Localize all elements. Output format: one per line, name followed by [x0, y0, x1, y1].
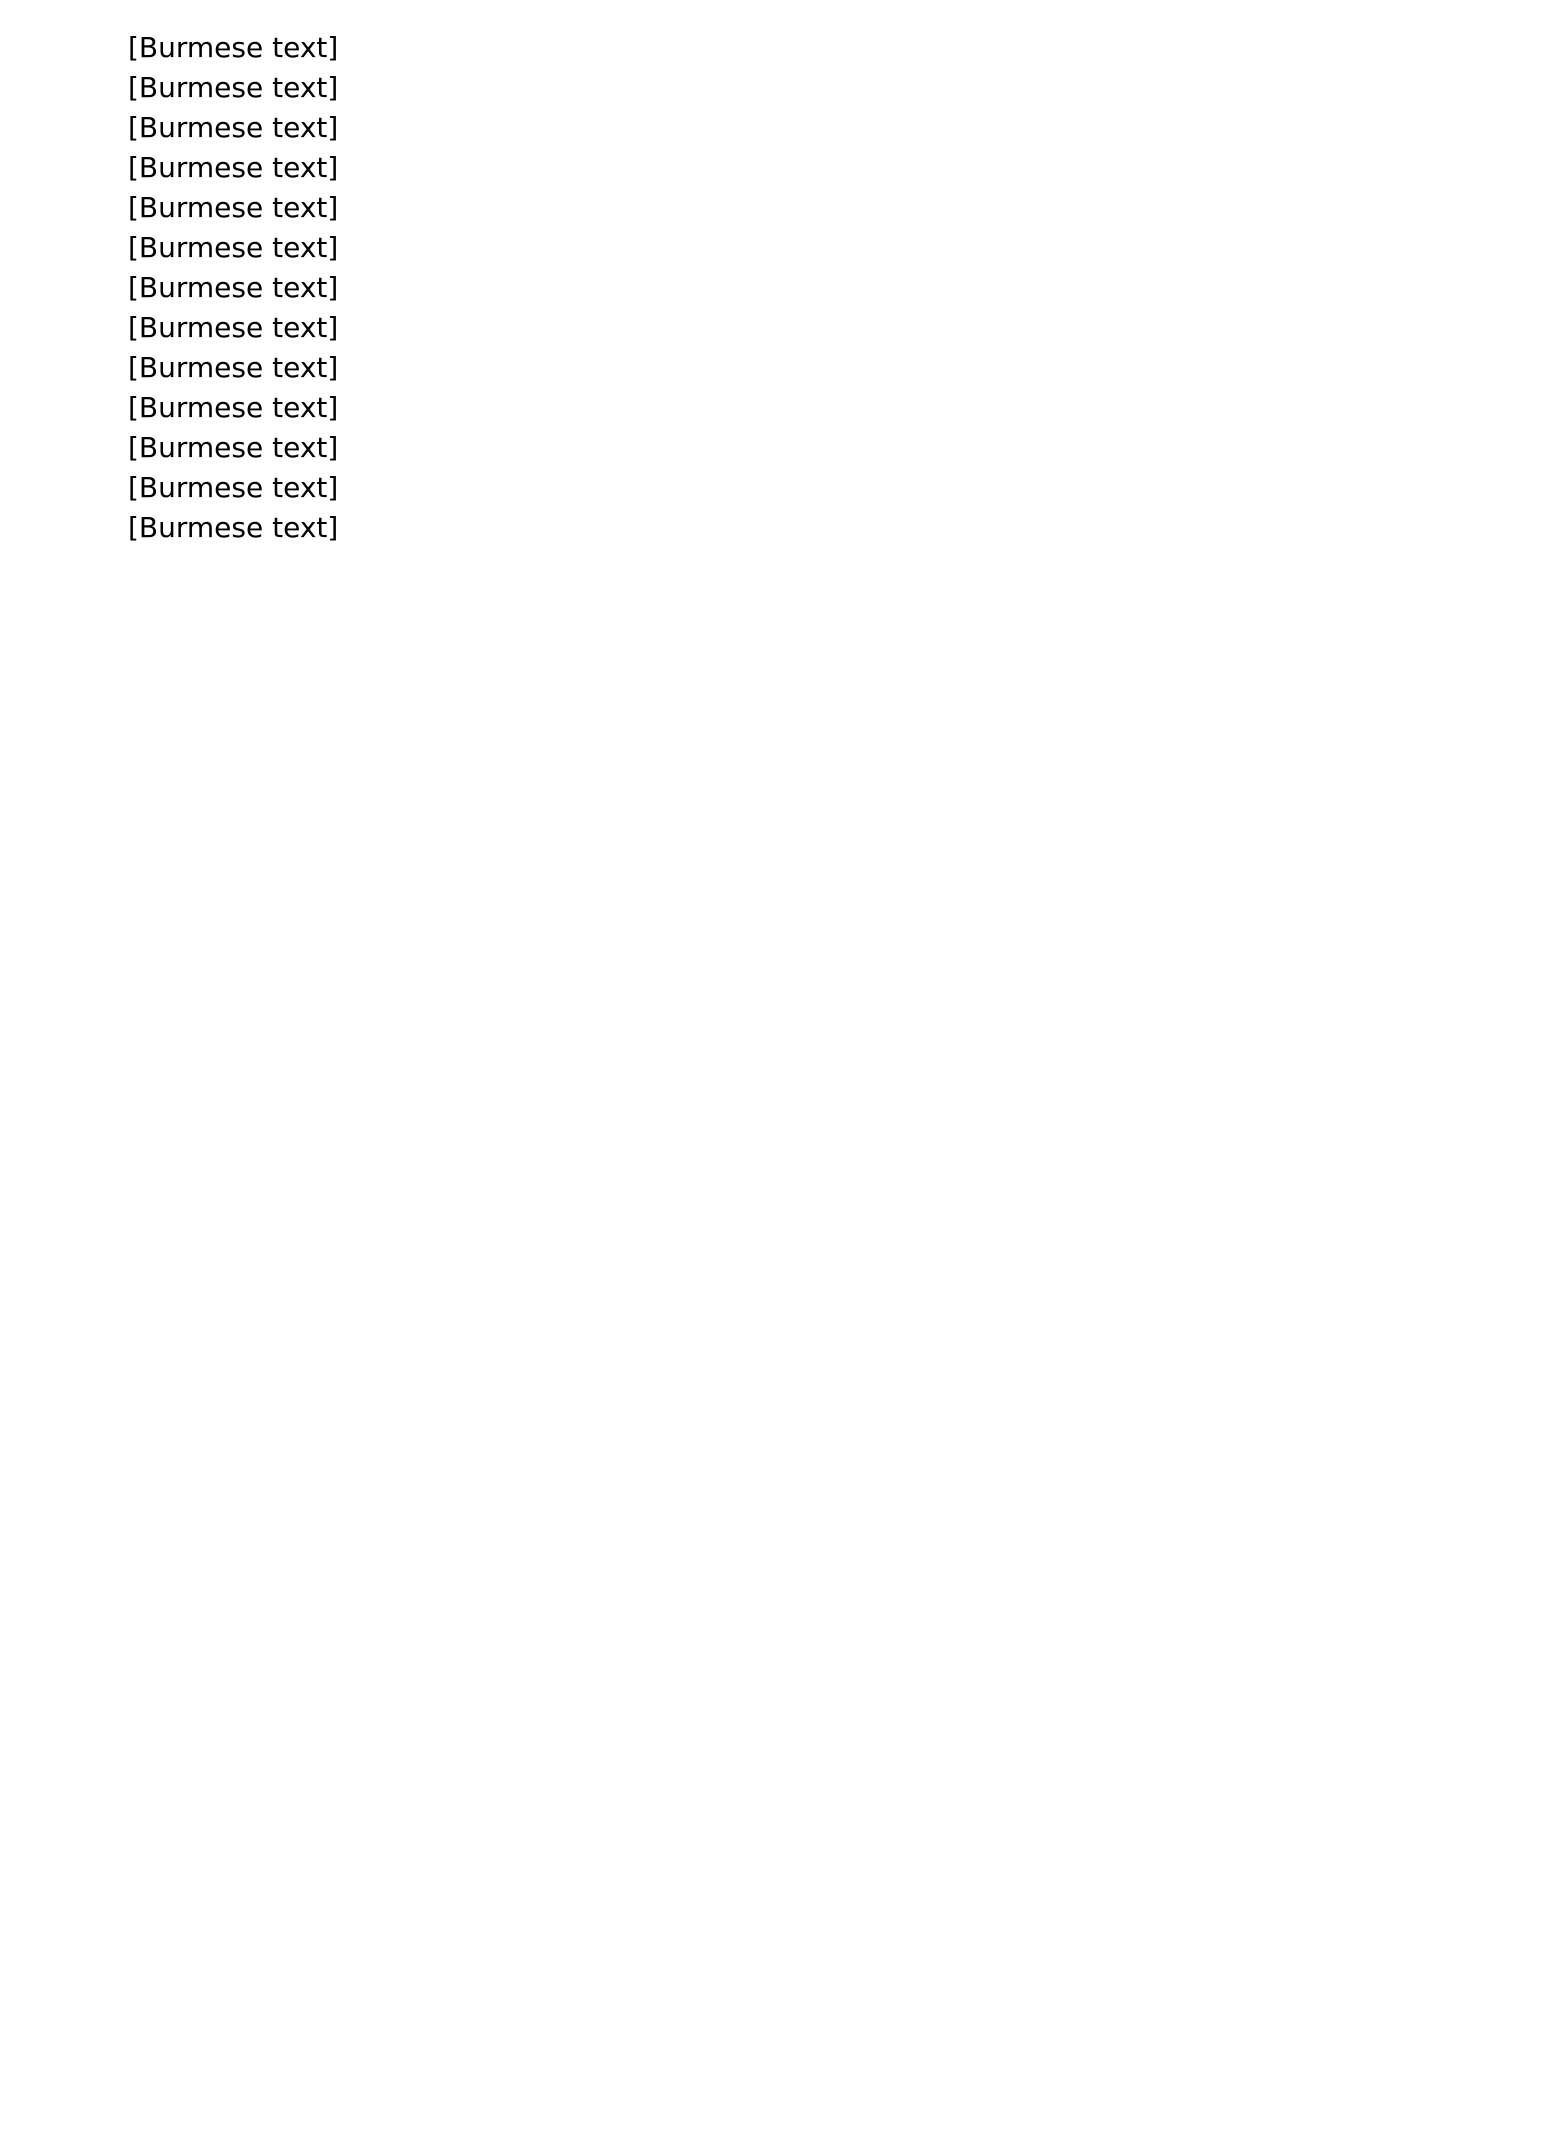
paragraph-5: [Burmese text] — [128, 191, 339, 224]
paragraph-10: [Burmese text] — [128, 391, 339, 424]
paragraph-8: [Burmese text] — [128, 311, 339, 344]
paragraph-11: [Burmese text] — [128, 431, 339, 464]
paragraph-12: [Burmese text] — [128, 471, 339, 504]
paragraph-1: [Burmese text] — [128, 31, 339, 64]
paragraph-3: [Burmese text] — [128, 111, 339, 144]
paragraph-2: [Burmese text] — [128, 71, 339, 104]
paragraph-9: [Burmese text] — [128, 351, 339, 384]
paragraph-7: [Burmese text] — [128, 271, 339, 304]
paragraph-6: [Burmese text] — [128, 231, 339, 264]
paragraph-4: [Burmese text] — [128, 151, 339, 184]
paragraph-13: [Burmese text] — [128, 511, 339, 544]
